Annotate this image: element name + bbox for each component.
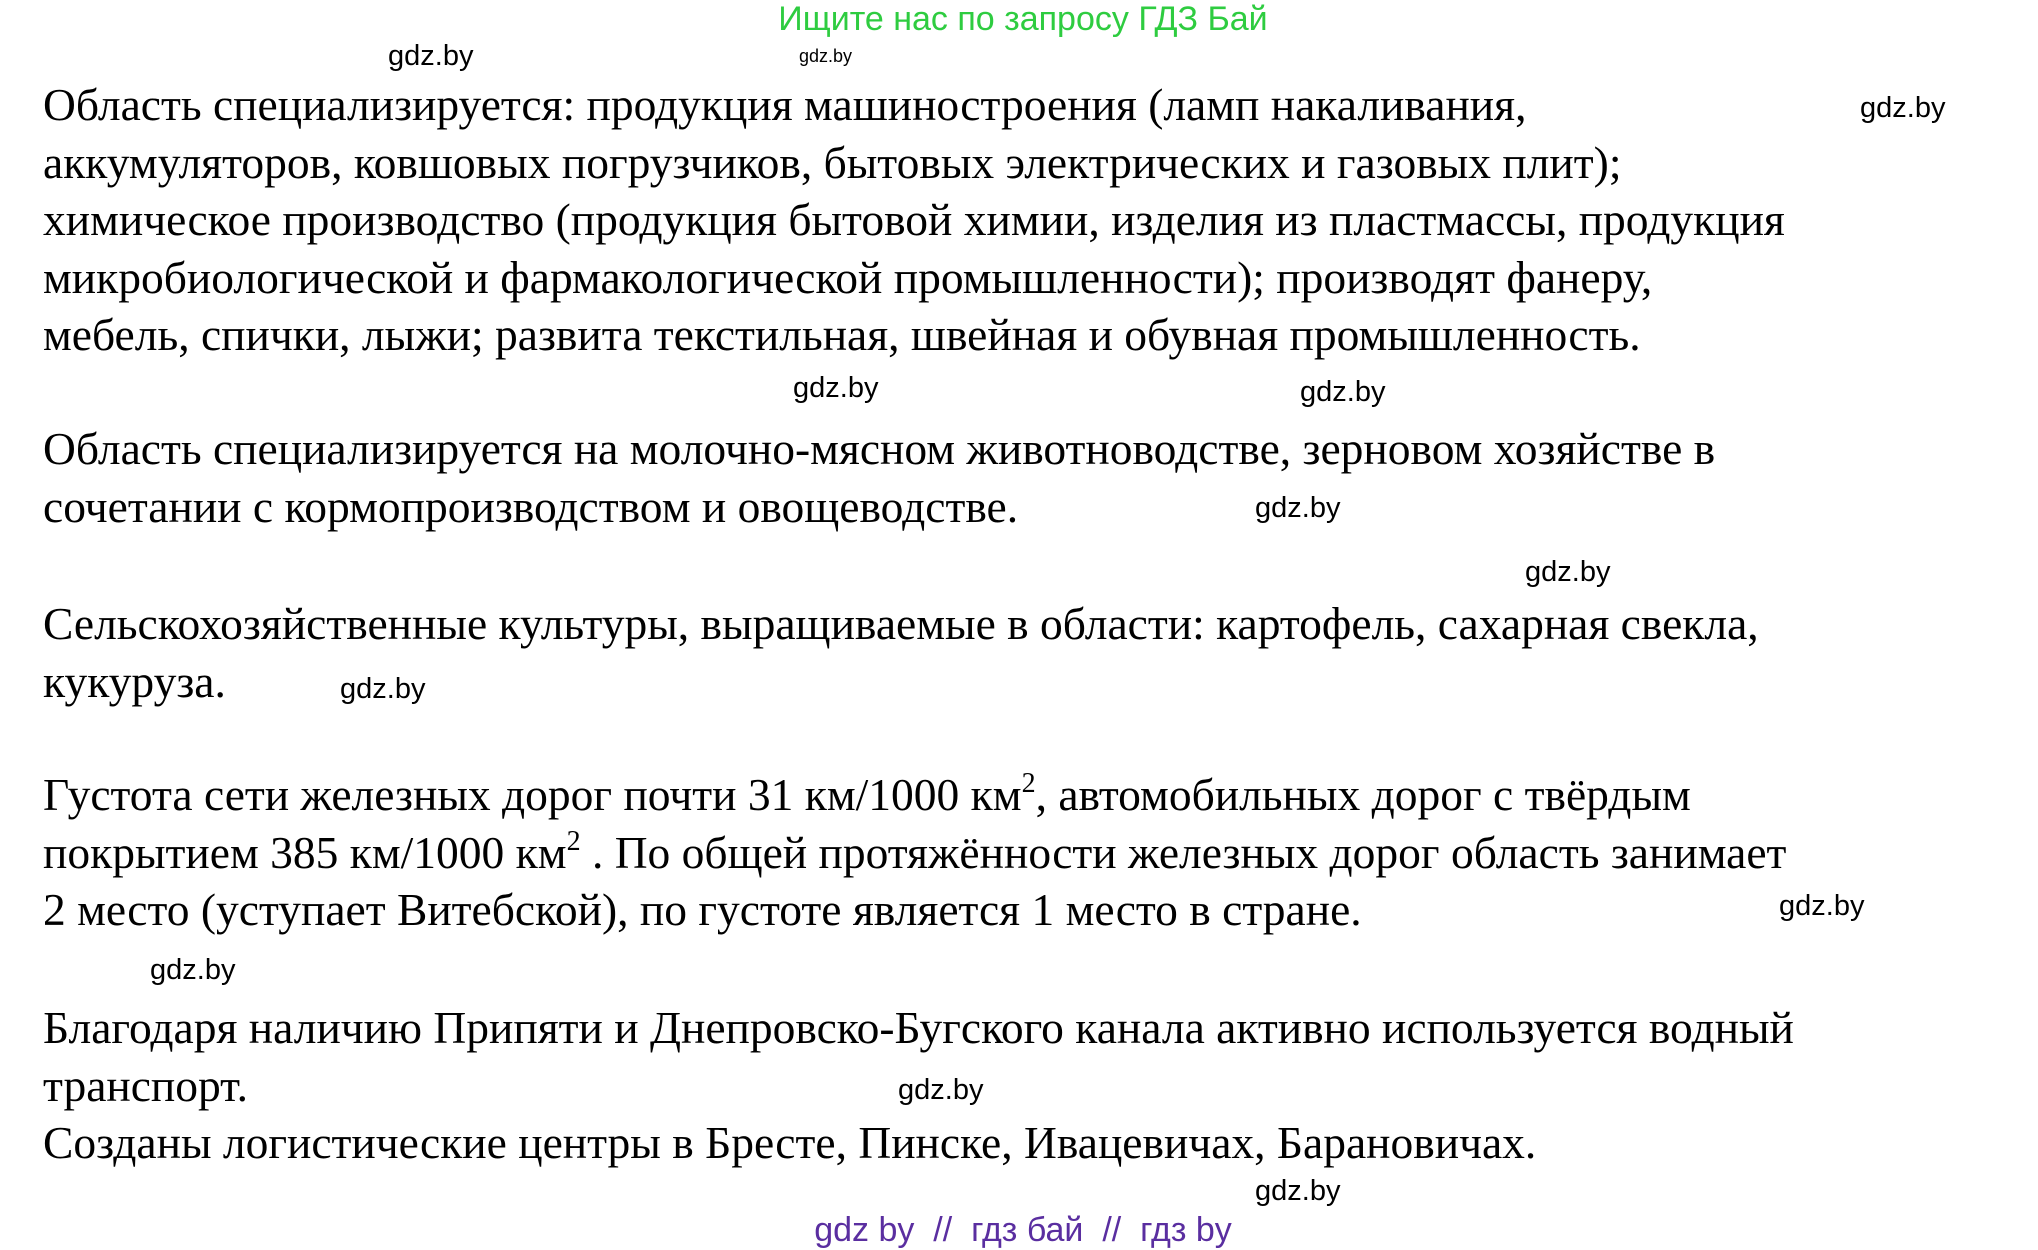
text-line: 2 место (уступает Витебской), по густоте является 1 место в стране. (43, 884, 1362, 935)
text-line: химическое производство (продукция бытовой химии, изделия из пластмассы, продукция (43, 194, 1785, 245)
watermark: gdz.by (1525, 556, 1611, 588)
footer-banner: gdz by // гдз бай // гдз by (814, 1211, 1232, 1249)
watermark: gdz.by (1255, 492, 1341, 524)
superscript: 2 (1021, 768, 1036, 799)
watermark: gdz.by (340, 673, 426, 705)
text-line: мебель, спички, лыжи; развита текстильная, швейная и обувная промышленность. (43, 309, 1641, 360)
watermark: gdz.by (1255, 1175, 1341, 1207)
text-line: Область специализируется на молочно-мясном животноводстве, зерновом хозяйстве в (43, 423, 1716, 474)
superscript: 2 (566, 825, 581, 857)
watermark: gdz.by (1779, 890, 1865, 922)
text-line (43, 766, 1786, 824)
text-line: аккумуляторов, ковшовых погрузчиков, бытовых электрических и газовых плит); (43, 136, 1622, 188)
text-segment: . По общей протяжённости железных дорог область занимает (580, 826, 1787, 878)
watermark: gdz.by (1860, 92, 1946, 124)
text-segment: Густота сети железных дорог почти 31 км/1000 км (43, 769, 1022, 820)
watermark: gdz.by (150, 954, 236, 986)
text-line: сочетании с кормопроизводством и овощеводстве. (43, 480, 1019, 532)
text-line: Сельскохозяйственные культуры, выращиваемые в области: картофель, сахарная свекла, (43, 598, 1759, 649)
paragraph-livestock (43, 420, 1715, 535)
paragraph-industry (43, 76, 1785, 364)
watermark: gdz.by (898, 1074, 984, 1106)
watermark: gdz.by (1300, 376, 1386, 408)
text-line: кукуруза. (43, 655, 226, 707)
text-line: транспорт. (43, 1059, 249, 1111)
paragraph-crops (43, 595, 1759, 710)
text-line: Благодаря наличию Припяти и Днепровско-Бугского канала активно используется водный (43, 1002, 1794, 1053)
header-banner: Ищите нас по запросу ГДЗ Бай (778, 0, 1268, 38)
paragraph-transport-density (43, 766, 1786, 939)
watermark: gdz.by (793, 372, 879, 404)
text-segment: покрытием 385 км/1000 км (43, 826, 567, 878)
text-line: Созданы логистические центры в Бресте, Пинске, Ивацевичах, Барановичах. (43, 1117, 1537, 1168)
text-line (43, 824, 1786, 882)
text-line: микробиологической и фармакологической промышленности); производят фанеру, (43, 251, 1653, 303)
watermark: gdz.by (799, 46, 853, 66)
text-line: Область специализируется: продукция машиностроения (ламп накаливания, (43, 79, 1527, 130)
watermark: gdz.by (388, 40, 474, 72)
text-segment: , автомобильных дорог с твёрдым (1035, 769, 1691, 820)
